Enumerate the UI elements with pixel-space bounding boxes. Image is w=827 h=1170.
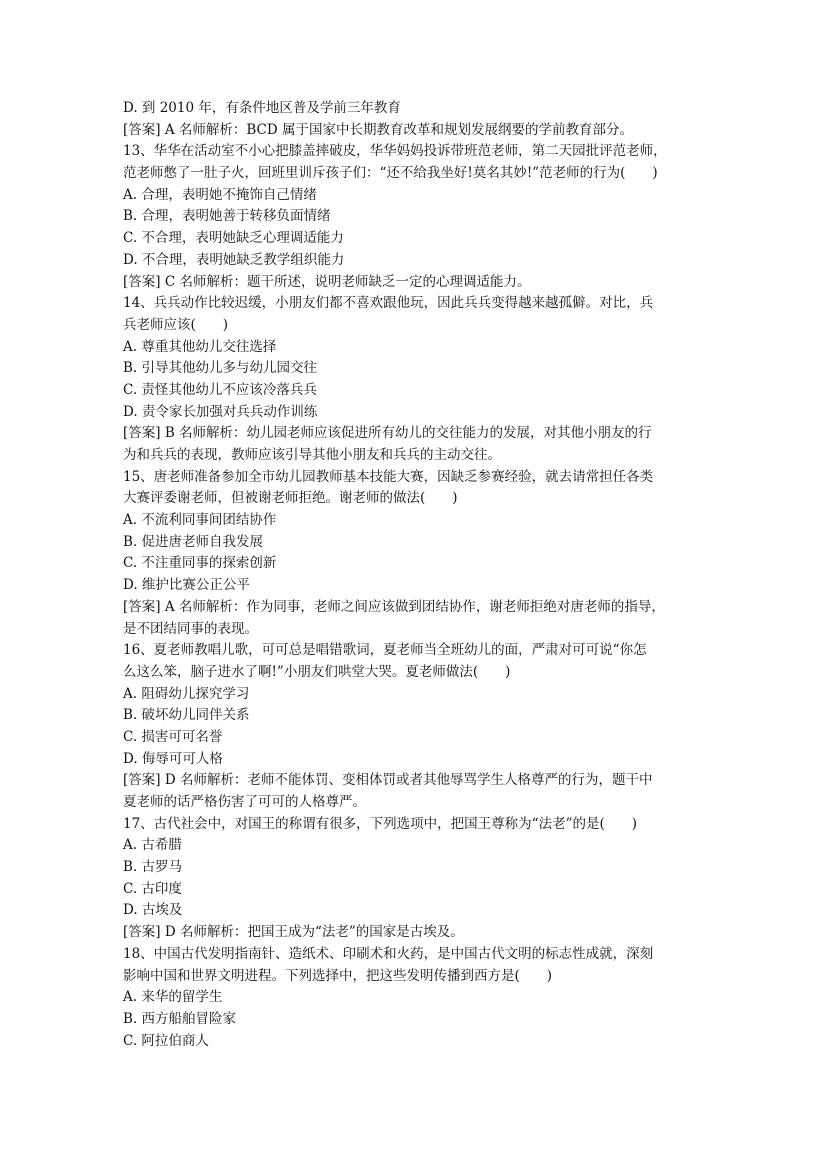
text-line: C. 责怪其他幼儿不应该冷落兵兵	[123, 381, 317, 398]
text-line: D. 维护比赛公正公平	[123, 577, 250, 594]
text-line: A. 合理，表明她不掩饰自己情绪	[123, 186, 317, 203]
text-line: B. 西方船舶冒险家	[123, 1010, 237, 1027]
text-line: C. 阿拉伯商人	[123, 1032, 209, 1049]
text-line: D. 侮辱可可人格	[123, 750, 223, 767]
text-line: 为和兵兵的表现，教师应该引导其他小朋友和兵兵的主动交往。	[123, 447, 501, 463]
text-line: D. 不合理，表明她缺乏教学组织能力	[123, 251, 345, 268]
text-line: D. 责令家长加强对兵兵动作训练	[123, 403, 318, 420]
text-line: A. 来华的留学生	[123, 989, 223, 1006]
text-line: 大赛评委谢老师，但被谢老师拒绝。谢老师的做法( )	[123, 490, 458, 507]
text-line: B. 引导其他幼儿多与幼儿园交往	[123, 360, 318, 377]
text-line: [答案] A 名师解析：BCD 属于国家中长期教育改革和规划发展纲要的学前教育部分。	[123, 121, 633, 138]
text-line: C. 古印度	[123, 880, 182, 897]
text-line: 13、华华在活动室不小心把膝盖摔破皮，华华妈妈投诉带班范老师，第二天园批评范老师，	[123, 143, 667, 160]
text-line: 16、夏老师教唱儿歌，可可总是唱错歌词，夏老师当全班幼儿的面，严肃对可可说“你怎	[123, 642, 647, 659]
text-line: 14、兵兵动作比较迟缓，小朋友们都不喜欢跟他玩，因此兵兵变得越来越孤僻。对比，兵	[123, 295, 654, 312]
text-line: A. 阻碍幼儿探究学习	[123, 685, 250, 702]
text-line: A. 古希腊	[123, 837, 182, 854]
text-line: 17、古代社会中，对国王的称谓有很多，下列选项中，把国王尊称为“法老”的是( )	[123, 815, 638, 832]
text-line: [答案] C 名师解析：题干所述，说明老师缺乏一定的心理调适能力。	[123, 273, 531, 290]
document-page	[123, 98, 723, 1052]
text-line: B. 古罗马	[123, 859, 183, 876]
text-line: 兵老师应该( )	[123, 316, 229, 333]
text-line: 是不团结同事的表现。	[123, 620, 258, 637]
text-line: 么这么笨，脑子进水了啊!”小朋友们哄堂大哭。夏老师做法( )	[123, 663, 511, 680]
text-line: [答案] D 名师解析：把国王成为“法老”的国家是古埃及。	[123, 924, 464, 941]
text-line: 范老师憋了一肚子火，回班里训斥孩子们：“还不给我坐好!莫名其妙!”范老师的行为( )	[123, 165, 658, 182]
text-line: C. 不合理，表明她缺乏心理调适能力	[123, 230, 344, 247]
text-line: A. 尊重其他幼儿交往选择	[123, 338, 277, 355]
text-line: D. 古埃及	[123, 902, 183, 919]
text-line: 18、中国古代发明指南针、造纸术、印刷术和火药，是中国古代文明的标志性成就，深刻	[123, 945, 654, 962]
text-line: [答案] B 名师解析：幼儿园老师应该促进所有幼儿的交往能力的发展，对其他小朋友的行	[123, 425, 652, 442]
text-line: A. 不流利同事间团结协作	[123, 512, 277, 529]
text-line: [答案] A 名师解析：作为同事，老师之间应该做到团结协作，谢老师拒绝对唐老师的指导，	[123, 598, 665, 615]
text-line: C. 损害可可名誉	[123, 728, 223, 745]
text-line: 夏老师的话严格伤害了可可的人格尊严。	[123, 794, 366, 810]
text-line: C. 不注重同事的探索创新	[123, 555, 277, 572]
text-line: [答案] D 名师解析：老师不能体罚、变相体罚或者其他辱骂学生人格尊严的行为，题干中	[123, 772, 653, 789]
text-line: B. 促进唐老师自我发展	[123, 533, 264, 550]
text-line: 影响中国和世界文明进程。下列选择中，把这些发明传播到西方是( )	[123, 967, 553, 984]
text-line: B. 合理，表明她善于转移负面情绪	[123, 208, 331, 225]
text-line: 15、唐老师准备参加全市幼儿园教师基本技能大赛，因缺乏参赛经验，就去请常担任各类	[123, 468, 654, 485]
text-line: D. 到 2010 年，有条件地区普及学前三年教育	[123, 100, 401, 116]
text-line: B. 破坏幼儿同伴关系	[123, 707, 250, 724]
